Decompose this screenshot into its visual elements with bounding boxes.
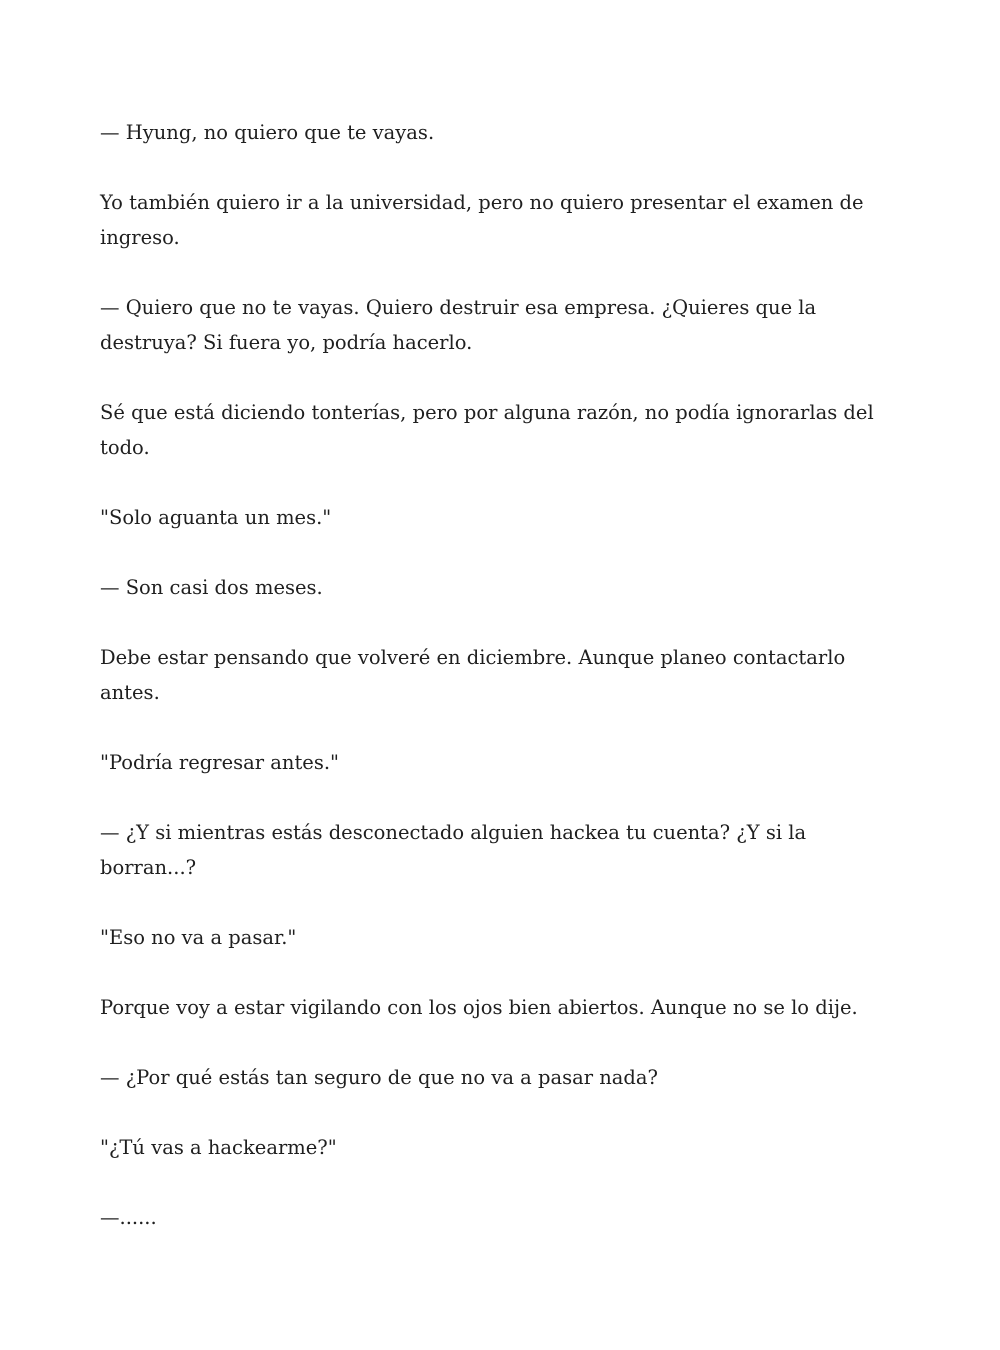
dialogue-line: — ¿Y si mientras estás desconectado alguien hackea tu cuenta? ¿Y si la borran...?: [100, 821, 807, 879]
narration-paragraph: Porque voy a estar vigilando con los ojos bien abiertos. Aunque no se lo dije.: [100, 996, 858, 1019]
dialogue-line: —......: [100, 1206, 157, 1229]
dialogue-line: — Quiero que no te vayas. Quiero destruir esa empresa. ¿Quieres que la destruya? Si fuera yo, podría hacerlo.: [100, 296, 817, 354]
quoted-line: "Eso no va a pasar.": [100, 926, 297, 949]
narration-paragraph: Debe estar pensando que volveré en diciembre. Aunque planeo contactarlo antes.: [100, 646, 846, 704]
narration-paragraph: Yo también quiero ir a la universidad, pero no quiero presentar el examen de ingreso.: [100, 191, 864, 249]
quoted-line: "¿Tú vas a hackearme?": [100, 1136, 337, 1159]
dialogue-line: — Hyung, no quiero que te vayas.: [100, 121, 435, 144]
dialogue-line: — Son casi dos meses.: [100, 576, 323, 599]
narration-paragraph: Sé que está diciendo tonterías, pero por alguna razón, no podía ignorarlas del todo.: [100, 401, 874, 459]
document-page: [100, 115, 900, 1235]
dialogue-line: — ¿Por qué estás tan seguro de que no va a pasar nada?: [100, 1066, 658, 1089]
quoted-line: "Solo aguanta un mes.": [100, 506, 332, 529]
quoted-line: "Podría regresar antes.": [100, 751, 339, 774]
